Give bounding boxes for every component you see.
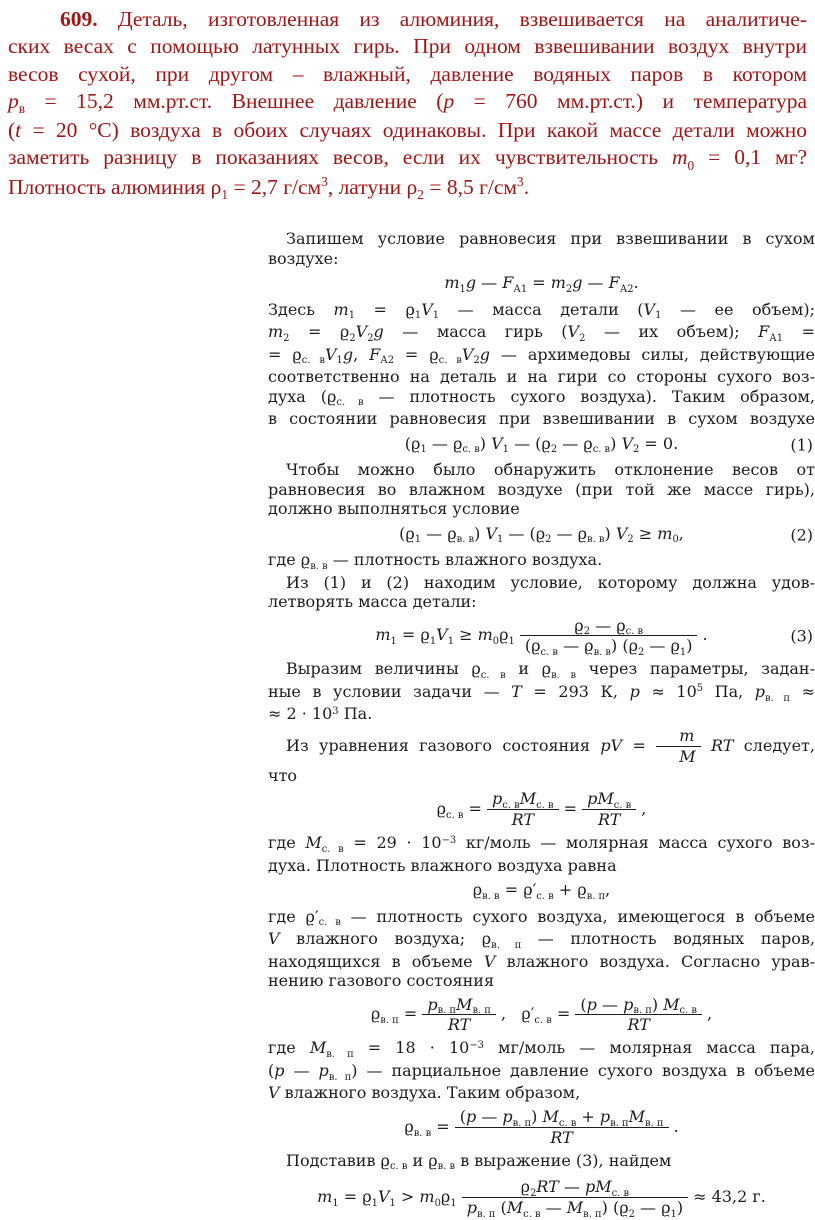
- fraction: (p — $p_{в. п}$) $M_{с. в} + p_{в. п}M_{в. п}$ RT: [455, 1108, 669, 1147]
- equilibrium-dry-air-formula: [268, 272, 815, 297]
- formula-content: $ϱ_{в. в} = ϱ'_{с. в} + ϱ_{в. п}$,: [472, 880, 611, 902]
- solution-text-line: V влажного воздуха; $ϱ_{в. п}$ — плотность водяных паров,: [268, 929, 815, 951]
- solution-text-line: = $ϱ_{с. в}V_1g$, $F_{А2} = ϱ_{с. в}V_2g$ — архимедовы силы, действующие: [268, 344, 815, 367]
- problem-text-line: ских весах с помощью латунных гирь. При одном взвешивании воздух внутри: [8, 34, 807, 59]
- solution-paragraph: [268, 833, 815, 875]
- solution-text-line: соответственно на деталь и на гири со стороны сухого воз-: [268, 367, 815, 387]
- solution-paragraph: [268, 659, 815, 727]
- solution-text-line: где $ϱ'_{с. в}$ — плотность сухого воздуха, имеющегося в объеме: [268, 906, 815, 929]
- solution-text-line: находящихся в объеме V влажного воздуха. Согласно урав-: [268, 951, 815, 971]
- solution-text-line: равновесия во влажном воздухе (при той же массе гирь),: [268, 479, 815, 499]
- solution-text-line: где $M_{с. в} = 29 \cdot 10^{-3}$ кг/моль — молярная масса сухого воз-: [268, 833, 815, 855]
- problem-text-line: $p_в = 15,2$ мм.рт.ст. Внешнее давление (p = 760 мм.рт.ст.) и температура: [8, 88, 807, 116]
- formula-content: $ϱ_{в. в}$ = (p — $p_{в. п}$) $M_{с. в} + p_{в. п}M_{в. п}$ RT .: [404, 1106, 679, 1147]
- solution-text-line: ные в условии задачи — T = 293 К, $p \approx 10^5$ Па, $p_{в. п}$ ≈: [268, 681, 815, 704]
- solution-text-line: Из (1) и (2) находим условие, которому должна удов-: [286, 572, 815, 592]
- fraction: $p_{с. в}M_{с. в}$ RT: [487, 790, 559, 829]
- fraction: $ϱ_2$ — $ϱ_{с. в}$ ($ϱ_{с. в}$ — $ϱ_{в. в}$) ($ϱ_2$ — $ϱ_1$): [520, 617, 698, 656]
- equation-2: [268, 523, 815, 548]
- solution-text-line: V влажного воздуха. Таким образом,: [268, 1083, 581, 1103]
- solution-paragraph: [268, 460, 815, 519]
- solution-paragraph: [268, 573, 815, 612]
- solution-text-line: Здесь $m_1 = ϱ_1V_1$ — масса детали ($V_1$ — ее объем);: [268, 299, 815, 322]
- solution-text-line: Чтобы можно было обнаружить отклонение весов от: [286, 460, 815, 480]
- solution-paragraph: [268, 1151, 815, 1174]
- solution-text-line: $m_2 = ϱ_2V_2g$ — масса гирь ($V_2$ — их объем); $F_{А1}$ =: [268, 322, 815, 344]
- problem-text-line: 609. Деталь, изготовленная из алюминия, взвешивается на аналитиче-: [60, 7, 807, 31]
- solution-text-line: Выразим величины $ϱ_{с. в}$ и $ϱ_{в. в}$ через параметры, задан-: [286, 659, 815, 682]
- solution-text-line: где $ϱ_{в. в}$ — плотность влажного воздуха.: [268, 550, 603, 572]
- formula-content: ($ϱ_1$ — $ϱ_{с. в}$) $V_1$ — ($ϱ_2$ — $ϱ_{с. в}$) $V_2 = 0$.: [404, 433, 679, 456]
- solution-text: [268, 229, 815, 1218]
- equation-number: (1): [790, 435, 813, 455]
- problem-number: 609.: [60, 7, 98, 31]
- solution-paragraph: [268, 907, 815, 991]
- solution-text-line: в состоянии равновесия при взвешивании в сухом воздухе: [268, 409, 815, 429]
- equation-number: (3): [790, 626, 813, 646]
- vapor-and-dry-density-formulas: [268, 995, 815, 1036]
- solution-paragraph: [268, 550, 815, 573]
- final-result-formula: [268, 1177, 815, 1218]
- solution-text-line: Из уравнения газового состояния pV = $\frac{m}{M}$ RT следует,: [286, 725, 815, 766]
- problem-text-line: весов сухой, при другом – влажный, давление водяных паров в котором: [8, 61, 807, 86]
- fraction: $pM_{с. в}$ RT: [582, 790, 636, 829]
- fraction: $p_{в. п}M_{в. п}$ RT: [422, 996, 496, 1035]
- formula-content: ($ϱ_1$ — $ϱ_{в. в}$) $V_1$ — ($ϱ_2$ — $ϱ_{в. в}$) $V_2 \ge m_0$,: [399, 523, 684, 546]
- problem-text-line: (t = 20 °С) воздуха в обоих случаях одинаковы. При какой массе детали можно: [8, 118, 807, 143]
- formula-content: $ϱ_{в. п}$ = $p_{в. п}M_{в. п}$ RT , $ϱ'_{с. в}$ = (p — $p_{в. п}$) $M_{с. в}$ RT ,: [370, 994, 713, 1035]
- solution-text-line: где $M_{в. п} = 18 \cdot 10^{-3}$ мг/моль — молярная масса пара,: [268, 1038, 815, 1061]
- dry-air-density-formula: [268, 789, 815, 830]
- solution-text-line: должно выполняться условие: [268, 499, 520, 519]
- solution-text-line: (p — $p_{в. п}$) — парциальное давление сухого воздуха в объеме: [268, 1060, 815, 1083]
- solution-text-line: нению газового состояния: [268, 971, 495, 991]
- formula-content: $m_1g$ — $F_{А1} = m_2g$ — $F_{А2}$.: [444, 273, 639, 295]
- fraction: $\frac{m}{M}$: [656, 727, 700, 766]
- solution-text-line: летворять масса детали:: [268, 592, 477, 612]
- problem-text-line: заметить разницу в показаниях весов, если их чувствительность $m_0 = 0,1$ мг?: [8, 145, 808, 173]
- solution-text-line: Подставив $ϱ_{с. в}$ и $ϱ_{в. в}$ в выражение (3), найдем: [286, 1150, 672, 1173]
- formula-content: $m_1 = ϱ_1V_1 > m_0ϱ_1$ $ϱ_2RT$ — $pM_{с. в}$ $p_{в. п}$ ($M_{с. в}$ — $M_{в. п}$) ($ϱ_2$ — $ϱ_1$) ≈ 43,2 г.: [317, 1177, 766, 1220]
- solution-paragraph: [268, 300, 815, 429]
- formula-content: $ϱ_{с. в}$ = $p_{с. в}M_{с. в}$ RT = $pM_{с. в}$ RT ,: [436, 789, 647, 830]
- fraction: $ϱ_2RT$ — $pM_{с. в}$ $p_{в. п}$ ($M_{с. в}$ — $M_{в. п}$) ($ϱ_2$ — $ϱ_1$): [462, 1178, 688, 1217]
- solution-text-line: Запишем условие равновесия при взвешивании в сухом: [286, 229, 815, 249]
- solution-text-line: духа. Плотность влажного воздуха равна: [268, 855, 617, 875]
- fraction: (p — $p_{в. п}$) $M_{с. в}$ RT: [575, 996, 702, 1035]
- problem-text-line: Плотность алюминия $\rho_1 = 2,7$ $г/см^3$, латуни $\rho_2 = 8,5$ $г/см^3$.: [8, 174, 530, 202]
- solution-text-line: ≈ $2 \cdot 10^3$ Па.: [268, 704, 373, 724]
- solution-paragraph: [268, 1038, 815, 1103]
- problem-statement: [8, 6, 807, 203]
- equation-1: [268, 433, 815, 458]
- solution-text-line: воздухе:: [268, 248, 339, 268]
- equation-number: (2): [790, 525, 813, 545]
- problem-paragraph: [8, 6, 807, 203]
- equation-3: [268, 616, 815, 657]
- solution-text-line: духа ($ϱ_{с. в}$ — плотность сухого воздуха). Таким образом,: [268, 386, 815, 409]
- humid-air-density-sum-formula: [268, 879, 815, 904]
- solution-text-line: что: [268, 765, 298, 785]
- formula-content: $m_1 = ϱ_1V_1 \ge m_0ϱ_1$ $ϱ_2$ — $ϱ_{с. в}$ ($ϱ_{с. в}$ — $ϱ_{в. в}$) ($ϱ_2$ — $ϱ_1$) .: [375, 615, 708, 659]
- solution-paragraph: [268, 727, 815, 785]
- solution-paragraph: [268, 229, 815, 268]
